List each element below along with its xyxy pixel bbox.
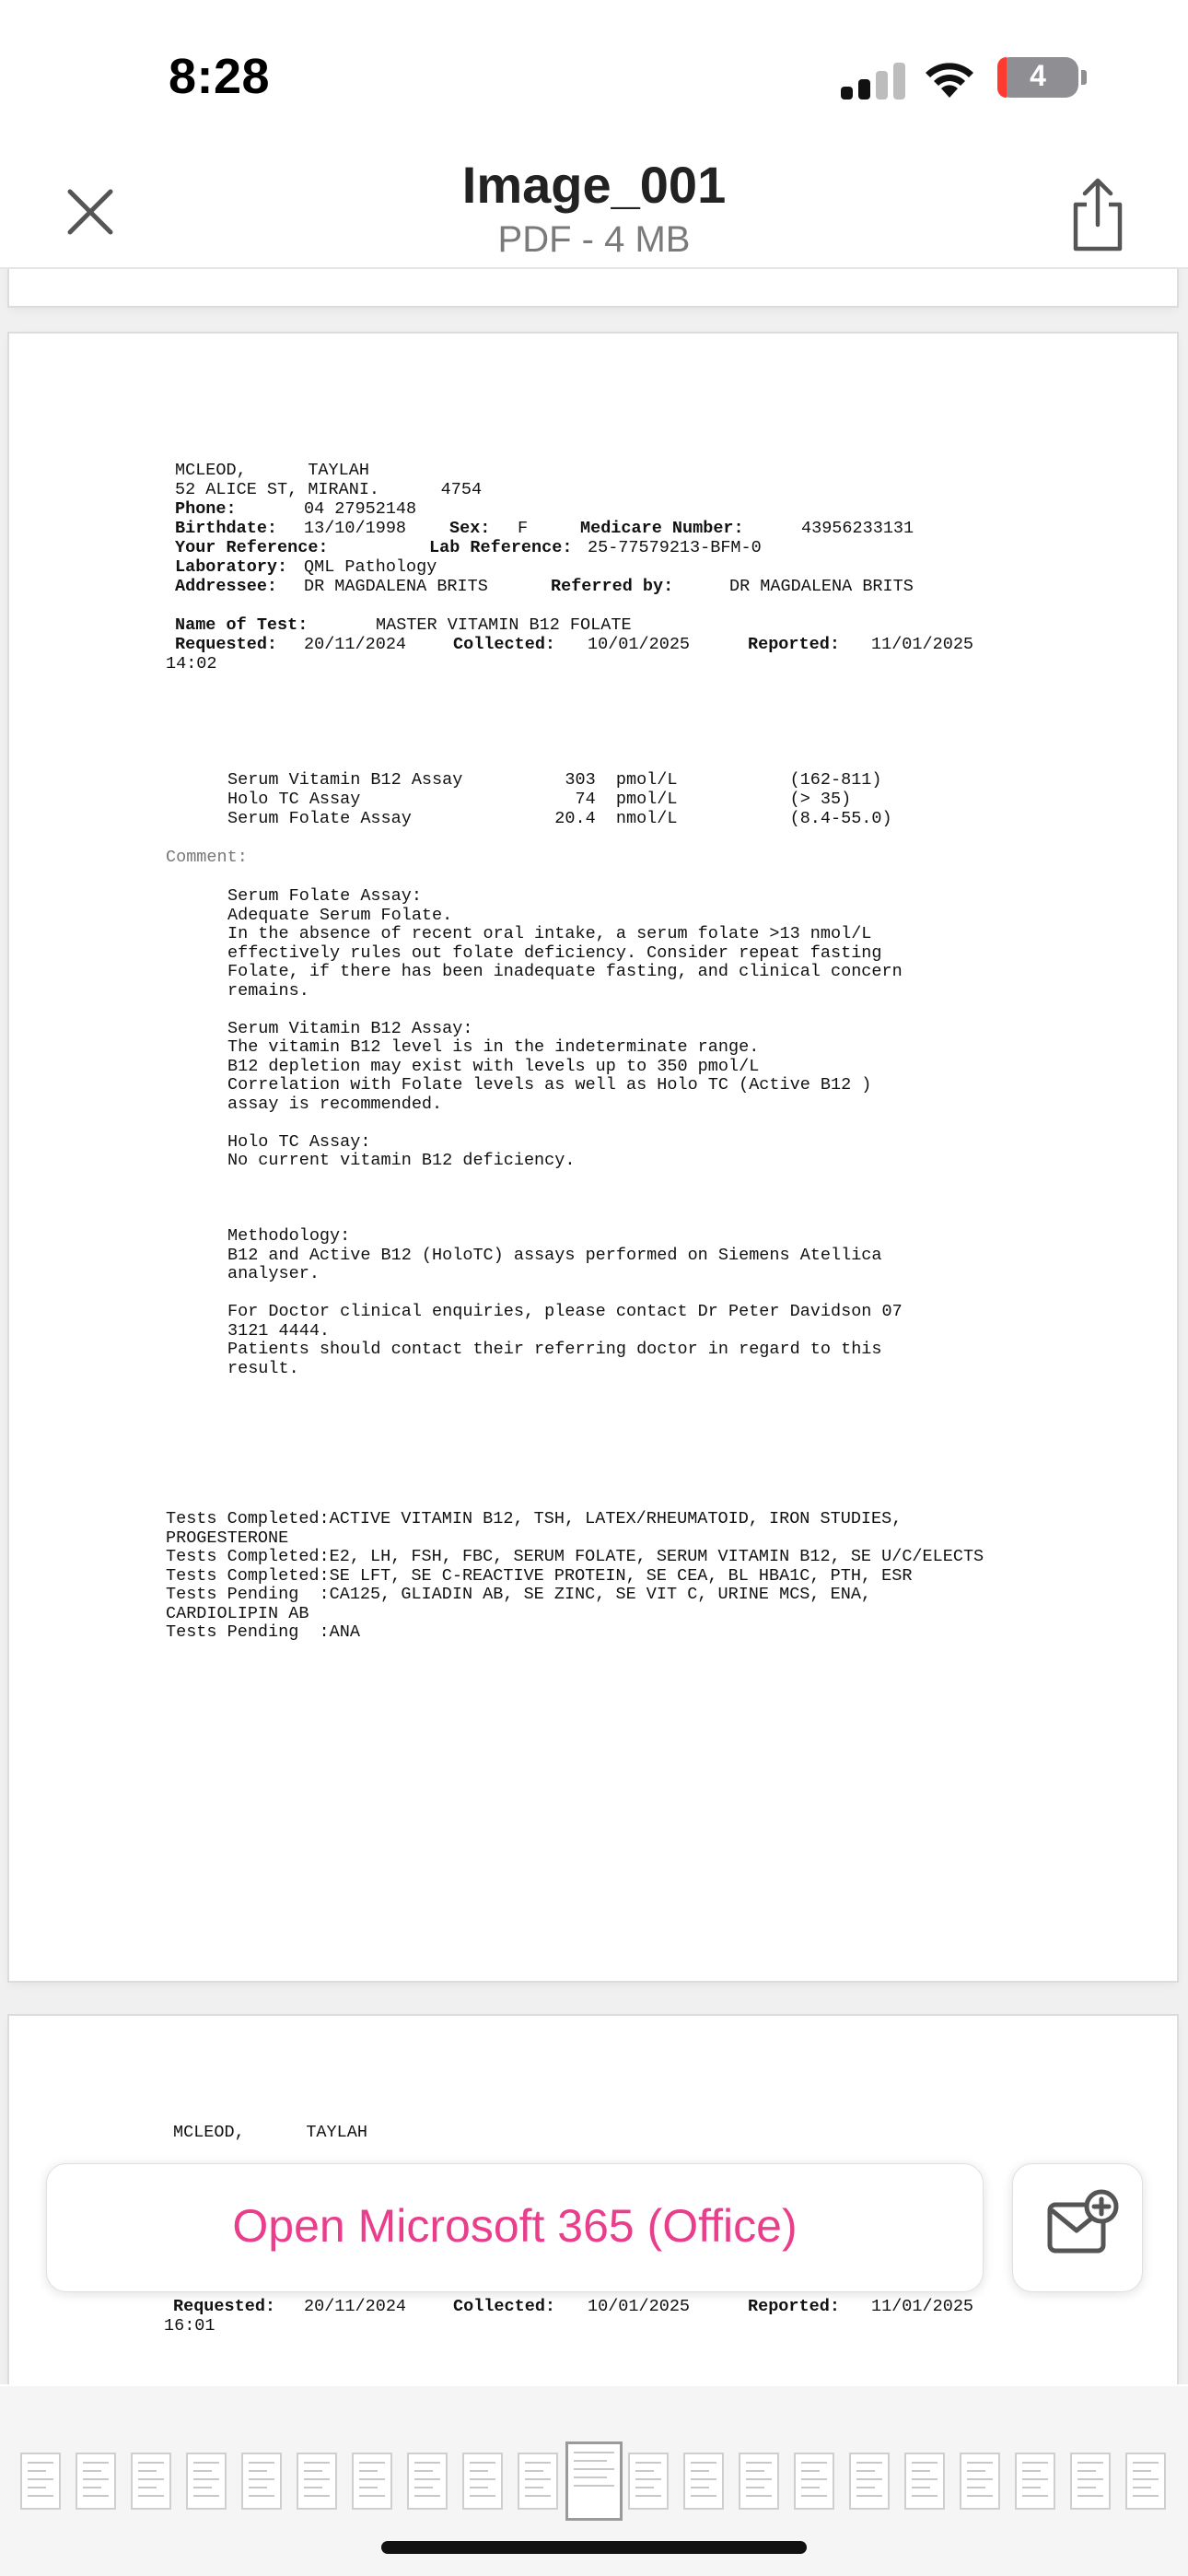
tests-status-line: Tests Pending :ANA <box>166 1622 360 1642</box>
collected-value: 10/01/2025 <box>588 2297 691 2316</box>
open-in-office-button[interactable] <box>46 2163 984 2292</box>
page-thumbnail[interactable] <box>683 2453 724 2510</box>
referred-by-value: DR MAGDALENA BRITS <box>729 577 914 596</box>
reported-label: Reported: <box>748 635 840 654</box>
test-name-label: Name of Test: <box>175 615 309 635</box>
comment-label: Comment: <box>166 848 248 867</box>
reported-time: 16:01 <box>164 2316 215 2336</box>
comment-line: Serum Folate Assay: <box>227 886 422 906</box>
comment-line: The vitamin B12 level is in the indeterminate range. <box>227 1037 760 1057</box>
page-thumbnail[interactable] <box>849 2453 890 2510</box>
share-icon[interactable] <box>1068 177 1127 252</box>
page-thumbnail[interactable] <box>794 2453 834 2510</box>
tests-status-line: Tests Completed:SE LFT, SE C-REACTIVE PROTEIN, SE CEA, BL HBA1C, PTH, ESR <box>166 1565 913 1586</box>
document-subtitle: PDF - 4 MB <box>497 219 691 260</box>
page-thumbnail[interactable] <box>131 2453 171 2510</box>
referred-by-label: Referred by: <box>551 577 674 596</box>
test-name-value: MASTER VITAMIN B12 FOLATE <box>376 615 632 635</box>
collected-value: 10/01/2025 <box>588 635 691 654</box>
addressee-value: DR MAGDALENA BRITS <box>304 577 488 596</box>
wifi-icon <box>921 57 978 100</box>
page-thumbnail[interactable] <box>628 2453 669 2510</box>
tests-status-line: PROGESTERONE <box>166 1528 289 1548</box>
birthdate-label: Birthdate: <box>175 519 278 538</box>
page-thumbnail[interactable] <box>1015 2453 1055 2510</box>
page-thumbnail[interactable] <box>20 2453 61 2510</box>
sex-value: F <box>518 519 529 538</box>
reported-value: 11/01/2025 <box>871 2297 974 2316</box>
comment-line: Correlation with Folate levels as well as Holo TC (Active B12 ) <box>227 1075 872 1095</box>
comment-line: remains. <box>227 980 309 1001</box>
reported-value: 11/01/2025 <box>871 635 974 654</box>
comment-line: Methodology: <box>227 1226 351 1246</box>
tests-status-line: Tests Completed:ACTIVE VITAMIN B12, TSH, LATEX/RHEUMATOID, IRON STUDIES, <box>166 1509 903 1528</box>
your-reference-label: Your Reference: <box>175 538 329 557</box>
page-thumbnail[interactable] <box>1125 2453 1166 2510</box>
page-thumbnail[interactable] <box>76 2453 116 2510</box>
patient-name: MCLEOD, TAYLAH <box>175 461 369 480</box>
comment-line: result. <box>227 1358 299 1378</box>
laboratory-label: Laboratory: <box>175 557 288 577</box>
battery-level: 4 <box>1030 59 1046 92</box>
laboratory-value: QML Pathology <box>304 557 437 577</box>
comment-line: analyser. <box>227 1264 320 1283</box>
patient-name: MCLEOD, TAYLAH <box>173 2123 367 2142</box>
page-thumbnail[interactable] <box>1070 2453 1111 2510</box>
page-thumbnail[interactable] <box>904 2453 945 2510</box>
battery-cap <box>1081 70 1087 85</box>
document-title: Image_001 <box>461 156 727 214</box>
requested-label: Requested: <box>175 635 278 654</box>
page-thumbnail[interactable] <box>297 2453 337 2510</box>
comment-line: Patients should contact their referring doctor in regard to this <box>227 1340 882 1359</box>
mail-add-icon <box>1013 2164 1142 2291</box>
tests-status-line: CARDIOLIPIN AB <box>166 1603 309 1623</box>
mail-add-button[interactable] <box>1012 2163 1143 2292</box>
tests-status-line: Tests Pending :CA125, GLIADIN AB, SE ZINC, SE VIT C, URINE MCS, ENA, <box>166 1585 872 1604</box>
page-thumbnail[interactable] <box>186 2453 227 2510</box>
comment-line: In the absence of recent oral intake, a serum folate >13 nmol/L <box>227 924 872 943</box>
collected-label: Collected: <box>453 2297 556 2316</box>
page-thumbnail[interactable] <box>241 2453 282 2510</box>
result-row: Serum Vitamin B12 Assay 303 pmol/L (162-811) <box>227 770 882 790</box>
phone-value: 04 27952148 <box>304 499 417 519</box>
tests-status-line: Tests Completed:E2, LH, FSH, FBC, SERUM FOLATE, SERUM VITAMIN B12, SE U/C/ELECTS <box>166 1547 984 1566</box>
lab-reference-label: Lab Reference: <box>429 538 573 557</box>
result-row: Holo TC Assay 74 pmol/L (> 35) <box>227 790 852 809</box>
comment-line: Adequate Serum Folate. <box>227 905 453 925</box>
addressee-label: Addressee: <box>175 577 278 596</box>
home-indicator <box>381 2541 807 2554</box>
comment-line: No current vitamin B12 deficiency. <box>227 1151 576 1170</box>
pdf-page-1 <box>9 334 1177 1981</box>
comment-line: assay is recommended. <box>227 1094 443 1114</box>
page-thumbnail[interactable] <box>960 2453 1000 2510</box>
birthdate-value: 13/10/1998 <box>304 519 407 538</box>
result-row: Serum Folate Assay 20.4 nmol/L (8.4-55.0) <box>227 809 892 828</box>
nav-bar <box>0 138 1188 269</box>
signal-icon <box>841 61 905 100</box>
medicare-label: Medicare Number: <box>580 519 744 538</box>
open-in-office-label: Open Microsoft 365 (Office) <box>232 2200 798 2252</box>
comment-line: Holo TC Assay: <box>227 1131 371 1152</box>
comment-line: B12 and Active B12 (HoloTC) assays performed on Siemens Atellica <box>227 1245 882 1265</box>
comment-line: For Doctor clinical enquiries, please contact Dr Peter Davidson 07 <box>227 1302 903 1321</box>
phone-label: Phone: <box>175 499 237 519</box>
medicare-value: 43956233131 <box>801 519 914 538</box>
reported-time: 14:02 <box>166 654 217 673</box>
comment-line: B12 depletion may exist with levels up to 350 pmol/L <box>227 1056 760 1076</box>
lab-reference-value: 25-77579213-BFM-0 <box>588 538 762 557</box>
page-thumbnail[interactable] <box>739 2453 779 2510</box>
sex-label: Sex: <box>449 519 491 538</box>
requested-label: Requested: <box>173 2297 276 2316</box>
document-viewer[interactable] <box>0 269 1188 2384</box>
page-thumbnail[interactable] <box>518 2453 558 2510</box>
collected-label: Collected: <box>453 635 556 654</box>
status-bar <box>0 0 1188 138</box>
battery-icon <box>997 57 1078 98</box>
page-thumbnail[interactable] <box>462 2453 503 2510</box>
requested-value: 20/11/2024 <box>304 635 407 654</box>
page-thumbnail[interactable] <box>352 2453 392 2510</box>
comment-line: Serum Vitamin B12 Assay: <box>227 1018 473 1038</box>
status-time: 8:28 <box>169 49 271 104</box>
patient-address: 52 ALICE ST, MIRANI. 4754 <box>175 480 483 499</box>
comment-line: Folate, if there has been inadequate fasting, and clinical concern <box>227 962 903 981</box>
comment-line: 3121 4444. <box>227 1320 331 1341</box>
reported-label: Reported: <box>748 2297 840 2316</box>
comment-line: effectively rules out folate deficiency. Consider repeat fasting <box>227 943 882 963</box>
page-thumbnail[interactable] <box>407 2453 448 2510</box>
page-thumbnail-selected[interactable] <box>565 2441 623 2521</box>
pdf-page-previous <box>9 269 1177 306</box>
requested-value: 20/11/2024 <box>304 2297 407 2316</box>
